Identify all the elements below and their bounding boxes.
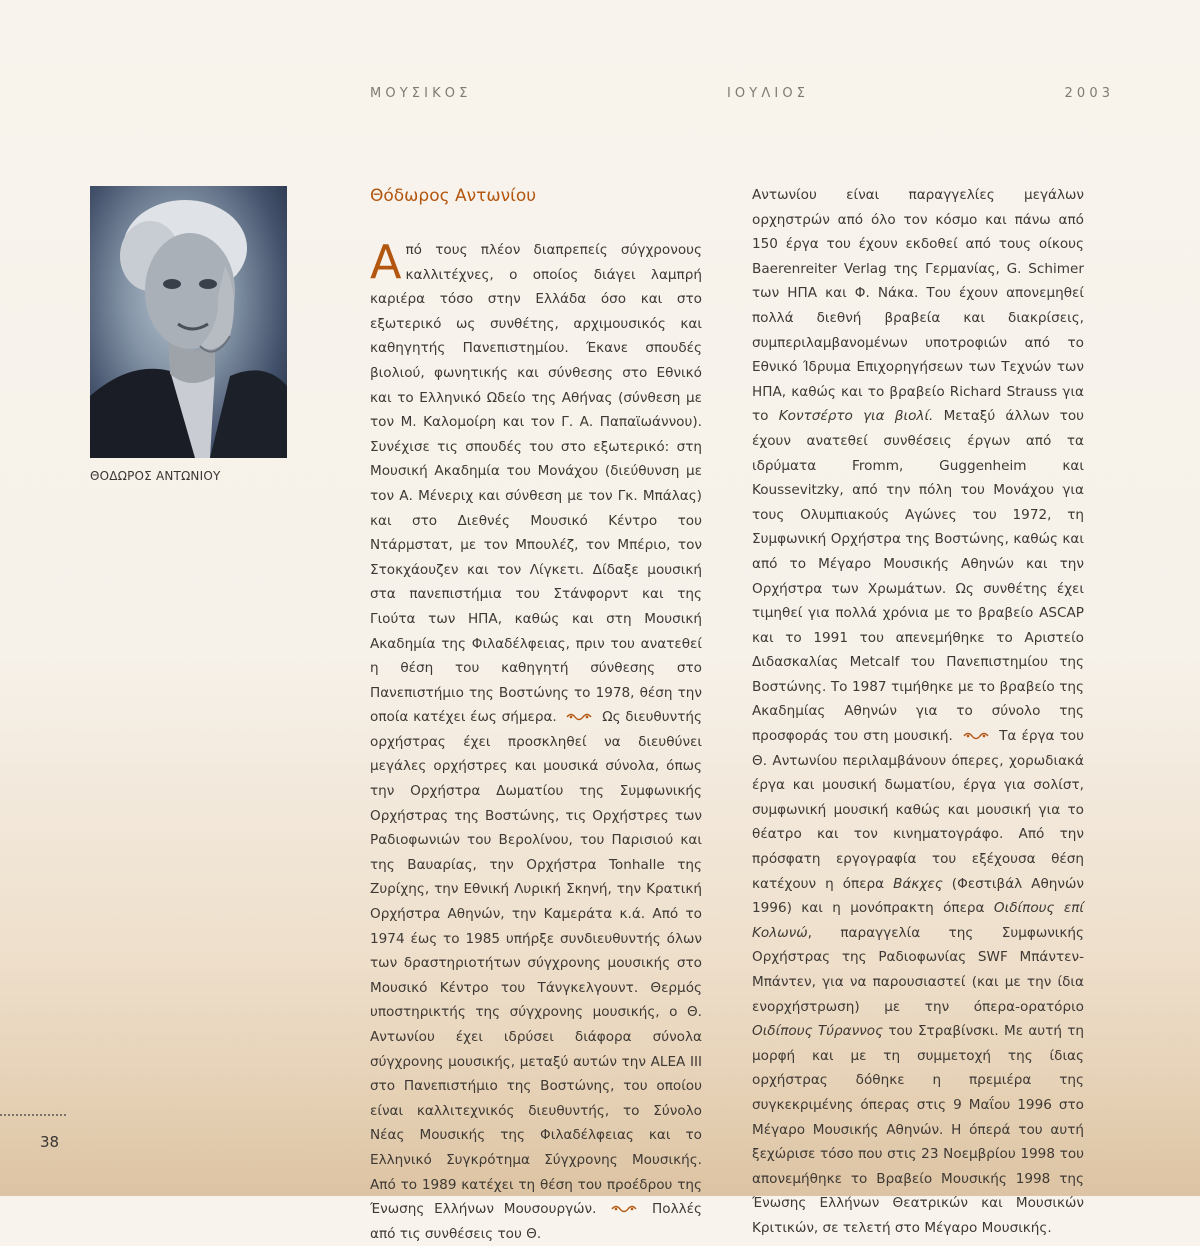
photo-caption: ΘΟΔΩΡΟΣ ΑΝΤΩΝΙΟΥ [90, 469, 221, 483]
paragraph-text: Ως διευθυντής ορχήστρας έχει προσκληθεί να διευθύνει μεγάλες ορχήστρες και μουσικά σύνολα, όπως την Ορχήστρα Δωματίου της Συμφωνικής Ορχήστρας της Βοστώνης, τις Ορχήστρες των Ραδιοφωνιών του Βερολίνου, του Παρισιού και της Βαυαρίας, την Ορχήστρα Tonhalle της Ζυρίχης, την Εθνική Λυρική Σκηνή, την Κρατική Ορχήστρα Αθηνών, την Καμεράτα κ.ά. Από το 1974 έως το 1985 υπήρξε συνδιευθυντής όλων των δραστηριοτήτων σύγχρονης μουσικής στο Μουσικό Κέντρο του Τάνγκελγουντ. Θερμός υποστηρικτής της σύγχρονης μουσικής, ο Θ. Αντωνίου έχει ιδρύσει διάφορα σύνολα σύγχρονης μουσικής, μεταξύ αυτών την ALEA III στο Πανεπιστήμιο της Βοστώνης, του οποίου είναι καλλιτεχνικός διευθυντής, το Σύνολο Νέας Μουσικής της Φιλαδέλφειας και το Ελληνικό Συγκρότημα Σύγχρονης Μουσικής. Από το 1989 κατέχει τη θέση του προέδρου της Ένωσης Ελλήνων Μουσουργών. [370, 709, 702, 1218]
article-column-1 [370, 235, 703, 1246]
header-month: Ι Ο Υ Λ Ι Ο Σ [726, 86, 805, 101]
article-column-2 [752, 183, 1084, 1241]
work-title: Βάκχες [893, 875, 943, 892]
drop-cap: Α [370, 235, 402, 289]
paragraph-text: , παραγγελία της Συμφωνικής Ορχήστρας της Ραδιοφωνίας SWF Μπάντεν-Μπάντεν, για να παρουσιαστεί (και με την ίδια ενορχήστρωση) με την όπερα-ορατόριο [752, 924, 1084, 1015]
ornament-icon [610, 1204, 638, 1214]
ornament-icon [565, 712, 593, 722]
article-title: Θόδωρος Αντωνίου [370, 186, 537, 206]
footer-dotted-rule [0, 1114, 66, 1116]
work-title: Οιδίπους Τύραννος [752, 1023, 884, 1040]
paragraph-text: πό τους πλέον διαπρεπείς σύγχρονους καλλιτέχνες, ο οποίος διάγει λαμπρή καριέρα τόσο στην Ελλάδα όσο και στο εξωτερικό ως συνθέτης, αρχιμουσικός και καθηγητής Πανεπιστημίου. Έκανε σπουδές βιολιού, φωνητικής και σύνθεσης στο Εθνικό και το Ελληνικό Ωδείο της Αθήνας (σύνθεση με τον Μ. Καλομοίρη και τον Γ. Α. Παπαϊωάννου). Συνέχισε τις σπουδές του στο εξωτερικό: στη Μουσική Ακαδημία του Μονάχου (διεύθυνση με τον Α. Μένεριχ και σύνθεση με τον Γκ. Μπάλας) και στο Διεθνές Μουσικό Κέντρο του Ντάρμστατ, με τον Μπουλέζ, τον Μπέριο, τον Στοκχάουζεν και τον Λίγκετι. Δίδαξε μουσική στα πανεπιστήμια του Στάνφορντ και της Γιούτα των ΗΠΑ, καθώς και στη Μουσική Ακαδημία της Φιλαδέλφειας, πριν του ανατεθεί η θέση του καθηγητή σύνθεσης στο Πανεπιστήμιο της Βοστώνης το 1978, θέση την οποία κατέχει έως σήμερα. [370, 242, 702, 726]
paragraph-text: Πολλές από τις συνθέσεις του Θ. [370, 1201, 703, 1242]
paragraph-text: Αντωνίου είναι παραγγελίες μεγάλων ορχηστρών από όλο τον κόσμο και πάνω από 150 έργα του έχουν εκδοθεί από τους οίκους Baerenreiter Verlag της Γερμανίας, G. Schimer των ΗΠΑ και Φ. Νάκα. Του έχουν απονεμηθεί πολλά διεθνή βραβεία και διακρίσεις, συμπεριλαμβανομένων υποτροφιών από το Εθνικό Ίδρυμα Επιχορηγήσεων των Τεχνών των ΗΠΑ, καθώς και το βραβείο Richard Strauss για το [752, 187, 1084, 425]
paragraph [370, 235, 703, 1246]
paragraph [752, 183, 1084, 1241]
work-title: Κοντσέρτο για βιολί. [778, 408, 934, 425]
portrait-photo [90, 186, 287, 458]
page-number: 38 [40, 1133, 60, 1151]
paragraph-text: (Φεστιβάλ Αθηνών 1996) και η μονόπρακτη όπερα [752, 875, 1084, 917]
paragraph-text: Τα έργα του Θ. Αντωνίου περιλαμβάνουν όπερες, χορωδιακά έργα και μουσική δωματίου, έργα για σολίστ, συμφωνική μουσική καθώς και μουσική για το θέατρο και τον κινηματογράφο. Από την πρόσφατη εργογραφία του εξέχουσα θέση κατέχουν η όπερα [752, 728, 1084, 892]
header-year: 2 0 0 3 [1064, 86, 1110, 101]
paragraph-text: Μεταξύ άλλων του έχουν ανατεθεί συνθέσεις έργων από τα ιδρύματα Fromm, Guggenheim και Koussevitzky, από την πόλη του Μονάχου για τους Ολυμπιακούς Αγώνες του 1972, τη Συμφωνική Ορχήστρα της Βοστώνης, καθώς και από το Μέγαρο Μουσικής Αθηνών και την Ορχήστρα των Χρωμάτων. Ως συνθέτης έχει τιμηθεί για πολλά χρόνια με το βραβείο ASCAP και το 1991 του απενεμήθηκε το Αριστείο Διδασκαλίας Metcalf του Πανεπιστημίου της Βοστώνης. Το 1987 τιμήθηκε με το βραβείο της Ακαδημίας Αθηνών για το σύνολο της προσφοράς του στη μουσική. [752, 408, 1085, 745]
work-title: Οιδίπους επί Κολωνώ [752, 900, 1084, 941]
paragraph-text: του Στραβίνσκι. Με αυτή τη μορφή και με τη συμμετοχή της ίδιας ορχήστρας δόθηκε η πρεμιέρα της συγκεκριμένης όπερας στις 9 Μαΐου 1996 στο Μέγαρο Μουσικής Αθηνών. Η όπερά του αυτή ξεχώρισε τόσο που στις 23 Νοεμβρίου 1998 του απονεμήθηκε το Βραβείο Μουσικής 1998 της Ένωσης Ελλήνων Θεατρικών και Μουσικών Κριτικών, σε τελετή στο Μέγαρο Μουσικής. [752, 1023, 1084, 1236]
running-header [370, 86, 1110, 101]
ornament-icon [962, 731, 990, 741]
header-magazine: Μ Ο Υ Σ Ι Κ Ο Σ [370, 86, 468, 101]
